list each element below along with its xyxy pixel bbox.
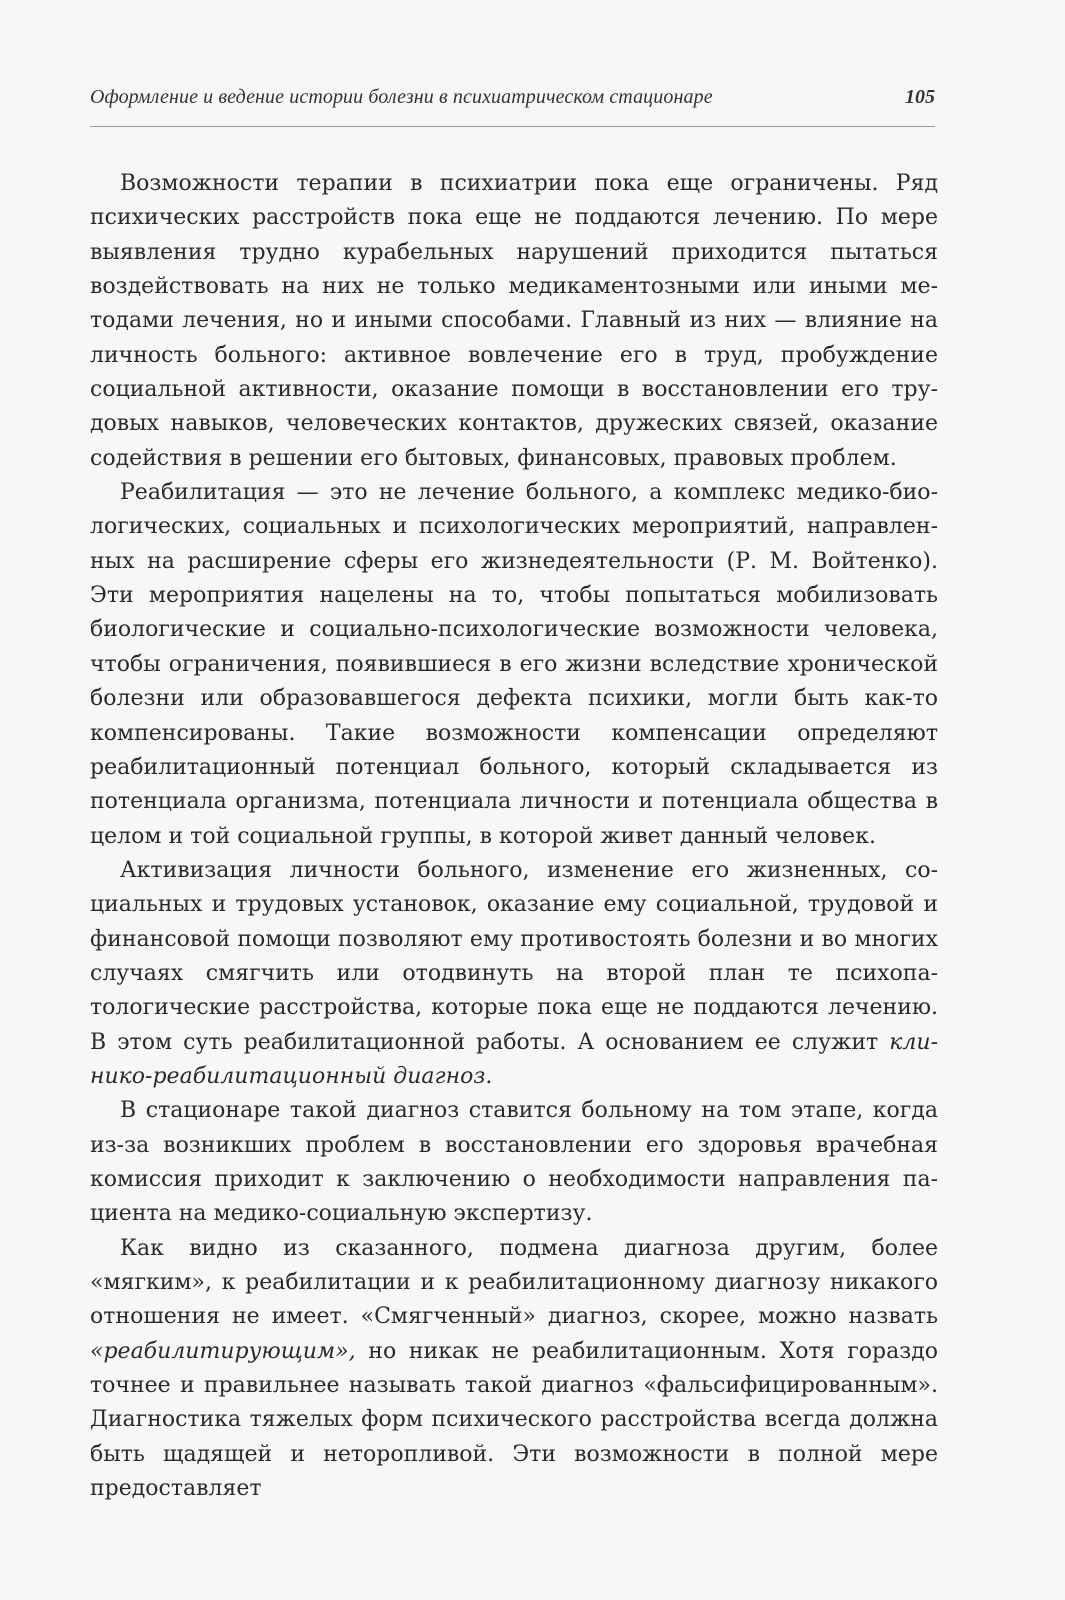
paragraph-3 xyxy=(90,854,938,1094)
running-title: Оформление и ведение истории болезни в психиатрическом стационаре xyxy=(90,86,713,108)
text-segment: Как видно из сказанного, подмена диагноза другим, более «мягким», к реабилитации и к реабилитационному диагнозу никакого отношения не имеет. «Смягченный» диагноз, скорее, можно назвать xyxy=(90,1235,938,1330)
body-text xyxy=(90,167,938,1506)
text-segment: но никак не реабилитационным. Хотя гораздо точнее и правильнее называть такой диагноз «фальсифицированным». Диагностика тяжелых форм психического расстройства всегда должна быть щадящей и неторопливой. Эти возможности в полной мере предоставляет xyxy=(90,1338,938,1502)
text-segment: В стационаре такой диагноз ставится больному на том этапе, когда из-за возникших проблем в восстановлении его здоровья врачебная комиссия приходит к заключению о необходимости направления пациента на медико-социальную экспертизу. xyxy=(90,1098,938,1227)
page-header xyxy=(90,86,935,127)
paragraph-4 xyxy=(90,1094,938,1231)
paragraph-1 xyxy=(90,167,938,476)
italic-term: «реабилитирующим», xyxy=(90,1338,356,1364)
text-segment: Реабилитация — это не лечение больного, а комплекс медико-биологических, социальных и психологических мероприятий, направленных на расширение сферы его жизнедеятельности (Р. М. Войтенко). Эти мероприятия нацелены на то, чтобы попытаться мобилизовать биологические и социально-психологические возможности человека, чтобы ограничения, появившиеся в его жизни вследствие хронической болезни или образовавшегося дефекта психики, могли быть как-то компенсированы. Такие возможности компенсации определяют реабилитационный потенциал больного, который складывается из потенциала организма, потенциала личности и потенциала общества в целом и той социальной группы, в которой живет данный человек. xyxy=(90,480,938,849)
italic-term: клинико-реабилитационный диагноз. xyxy=(90,1029,938,1089)
text-segment: Активизация личности больного, изменение его жизненных, социальных и трудовых установок, оказание ему социальной, трудовой и финансовой помощи позволяют ему противостоять болезни и во многих случаях смягчить или отодвинуть на второй план те психопатологические расстройства, которые пока еще не поддаются лечению. В этом суть реабилитационной работы. А основанием ее служит xyxy=(90,857,938,1055)
text-segment: Возможности терапии в психиатрии пока еще ограничены. Ряд психических расстройств пока еще не поддаются лечению. По мере выявления трудно курабельных нарушений приходится пытаться воздействовать на них не только медикаментозными или иными методами лечения, но и иными способами. Главный из них — влияние на личность больного: активное вовлечение его в труд, пробуждение социальной активности, оказание помощи в восстановлении его трудовых навыков, человеческих контактов, дружеских связей, оказание содействия в решении его бытовых, финансовых, правовых проблем. xyxy=(90,171,938,471)
page-number: 105 xyxy=(905,86,935,108)
paragraph-2 xyxy=(90,476,938,854)
paragraph-5 xyxy=(90,1232,938,1507)
